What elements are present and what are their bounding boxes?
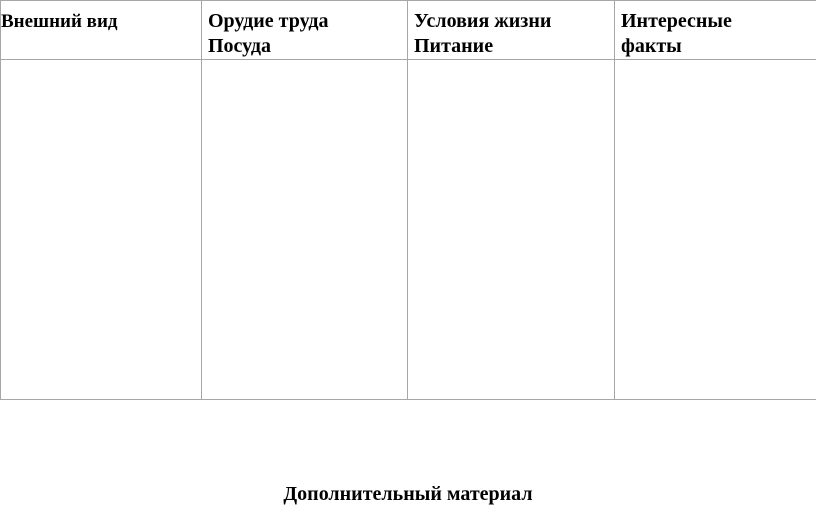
table-header-row xyxy=(1,1,816,60)
header-tools-line2: Посуда xyxy=(208,35,272,57)
header-cell-living-conditions xyxy=(408,1,615,60)
additional-material-title: Дополнительный материал xyxy=(283,483,533,505)
cell-appearance xyxy=(1,60,202,400)
cell-living-conditions xyxy=(408,60,615,400)
header-facts-line2: факты xyxy=(621,35,682,57)
header-cell-appearance xyxy=(1,1,202,60)
header-living-line2: Питание xyxy=(414,35,494,57)
header-appearance-line1: Внешний вид xyxy=(1,11,118,32)
header-living-line1: Условия жизни xyxy=(414,10,552,32)
header-cell-tools xyxy=(202,1,408,60)
table-body-row xyxy=(1,60,816,400)
header-cell-facts xyxy=(615,1,816,60)
cell-tools xyxy=(202,60,408,400)
header-tools-line1: Орудие труда xyxy=(208,10,329,32)
header-facts-line1: Интересные xyxy=(621,10,732,32)
cell-facts xyxy=(615,60,816,400)
